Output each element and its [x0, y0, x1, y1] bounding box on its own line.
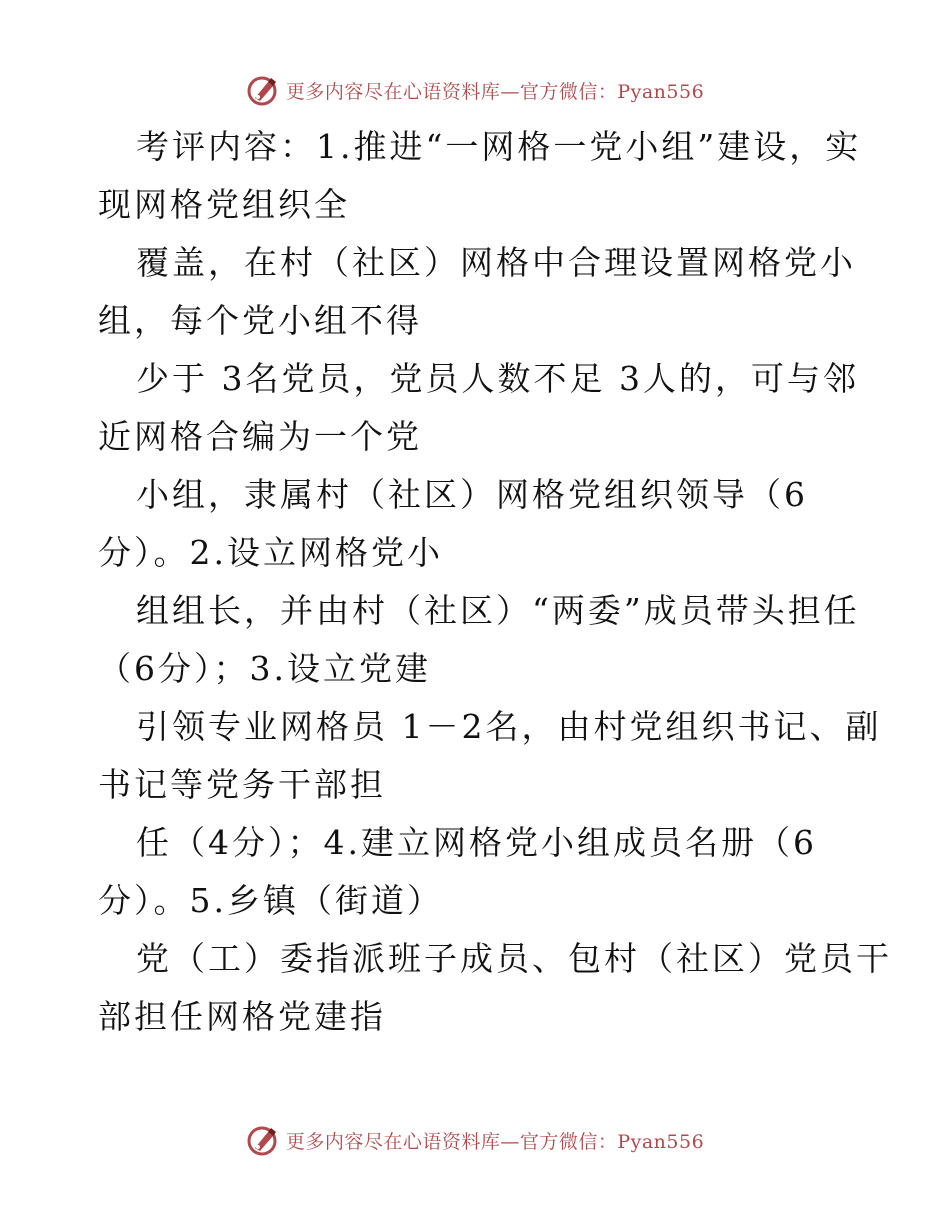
- text-line: 分）。2.设立网格党小: [98, 533, 443, 572]
- text-line: 分）。5.乡镇（街道）: [98, 881, 443, 920]
- text-line: 党（工）委指派班子成员、包村（社区）党员干: [136, 939, 892, 978]
- text-line: 书记等党务干部担: [98, 765, 386, 804]
- pen-logo-icon: [246, 73, 280, 107]
- text-line: 覆盖，在村（社区）网格中合理设置网格党小: [136, 243, 856, 282]
- header-watermark: [0, 70, 950, 110]
- text-line: 近网格合编为一个党: [98, 417, 422, 456]
- watermark-text: 更多内容尽在心语资料库—官方微信：Pyan556: [285, 1130, 705, 1153]
- text-line: （6分）；3.设立党建: [98, 649, 431, 688]
- text-line: 组，每个党小组不得: [98, 301, 422, 340]
- text-line: 引领专业网格员 1－2名，由村党组织书记、副: [136, 707, 882, 746]
- text-line: 组组长，并由村（社区）“两委”成员带头担任: [136, 591, 860, 630]
- text-line: 现网格党组织全: [98, 185, 350, 224]
- footer-watermark: [0, 1120, 950, 1160]
- text-line: 任（4分）；4.建立网格党小组成员名册（6: [136, 823, 817, 862]
- text-line: 少于 3名党员，党员人数不足 3人的，可与邻: [136, 359, 859, 398]
- pen-logo-icon: [246, 1123, 280, 1157]
- text-line: 小组，隶属村（社区）网格党组织领导（6: [136, 475, 808, 514]
- text-line: 考评内容：1.推进“一网格一党小组”建设，实: [136, 127, 862, 166]
- document-body: [98, 118, 892, 1046]
- watermark-text: 更多内容尽在心语资料库—官方微信：Pyan556: [285, 80, 705, 103]
- text-line: 部担任网格党建指: [98, 997, 386, 1036]
